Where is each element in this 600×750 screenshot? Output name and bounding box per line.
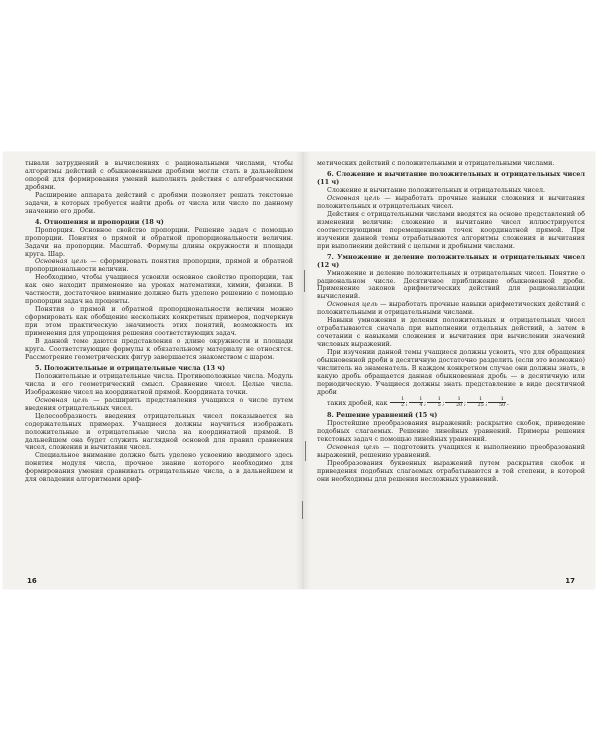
fraction-numerator: 1 — [427, 397, 441, 404]
right-page — [317, 160, 585, 483]
book-gutter — [296, 152, 310, 589]
fraction — [427, 397, 441, 409]
page-number-left: 16 — [27, 577, 37, 585]
fraction — [445, 397, 462, 409]
body-paragraph: метических действий с положительными и отрицательными числами. — [317, 160, 555, 167]
fraction-prefix: таких дробей, как — [327, 399, 388, 407]
margin-mark — [304, 270, 305, 292]
body-paragraph: Понятия о прямой и обратной пропорциональности величин можно сформировать как обобщение нескольких конкретных примеров, подчеркнув при этом практическую значимость этих понятий, возможность их применения для упрощения решения соответствующих задач. — [25, 306, 293, 338]
goal-text: — расширить представления учащихся о числе путем введения отрицательных чисел. — [25, 396, 294, 412]
fraction — [390, 397, 404, 409]
fraction-numerator: 1 — [467, 397, 484, 404]
goal-text: — сформировать понятия пропорции, прямой и обратной пропорциональности величин. — [25, 258, 293, 274]
body-paragraph: Пропорция. Основное свойство пропорции. Решение задач с помощью пропорции. Понятия о прямой и обратной пропорциональности величин. Задачи на пропорции. Масштаб. Формулы длины окружности и площади круга. Шар. — [25, 226, 293, 258]
goal-label: Основная цель — [327, 194, 380, 202]
body-paragraph: Навыки умножения и деления положительных и отрицательных чисел отрабатываются сначала при выполнении отдельных действий, а затем в сочетании с навыками сложения и вычитания при вычислении значений числовых выражений. — [317, 317, 585, 349]
goal-text: — подготовить учащихся к выполнению преобразований выражений, решению уравнений. — [317, 443, 585, 459]
body-paragraph: Расширение аппарата действий с дробями позволяет решать текстовые задачи, в которых требуется найти дробь от числа или число по данному значению его дроби. — [25, 191, 293, 215]
body-paragraph: Положительные и отрицательные числа. Противоположные числа. Модуль числа и его геометрический смысл. Сравнение чисел. Целые числа. Изображение чисел на координатной прямой. Координата точки. — [25, 372, 293, 396]
body-paragraph: При изучении данной темы учащиеся должны усвоить, что для обращения обыкновенной дроби в десятичную достаточно разделить (если это возможно) числитель на знаменатель. В каждом конкретном случае они должны знать, в какую дробь обращается данная обыкновенная дробь — в десятичную или периодическую. Учащиеся должны знать представление в виде десятичной дроби — [317, 349, 585, 396]
fraction-numerator: 1 — [409, 397, 423, 404]
section-heading: 7. Умножение и деление положительных и отрицательных чисел (12 ч) — [317, 252, 585, 269]
goal-label: Основная цель — [35, 396, 89, 404]
section-heading: 5. Положительные и отрицательные числа (13 ч) — [35, 363, 226, 372]
fraction-numerator: 1 — [390, 397, 404, 404]
section-heading: 4. Отношения и пропорции (18 ч) — [35, 217, 164, 226]
section-heading: 6. Сложение и вычитание положительных и отрицательных чисел (11 ч) — [317, 169, 585, 186]
fraction-numerator: 1 — [445, 397, 462, 404]
fraction-examples: таких дробей, как $\frac{1}{2}$ ; $\frac{1}{4}$ ; $\frac{1}{5}$ ; $\frac{1}{20}$ ; $\frac{1}{25}$ ; $\frac{1}{50}$ . — [327, 395, 509, 409]
margin-mark — [302, 501, 303, 519]
fraction — [467, 397, 484, 409]
section-heading: 8. Решение уравнений (15 ч) — [327, 410, 438, 419]
goal-text: — выработать прочные навыки сложения и вычитания положительных и отрицательных чисел. — [317, 194, 585, 210]
fraction-denominator: 2 — [400, 402, 405, 409]
goal-text: — выработать прочные навыки арифметических действий с положительными и отрицательными числами. — [317, 301, 585, 317]
goal-paragraph — [317, 444, 585, 460]
body-paragraph: Действия с отрицательными числами вводятся на основе представлений об изменении величин: сложение и вычитание чисел иллюстрируется соответствующими перемещениями точек координатной прямой. При изучении данной темы отрабатываются алгоритмы сложения и вычитания при выполнении действий с целыми и дробными числами. — [317, 210, 585, 250]
body-paragraph: Целесообразность введения отрицательных чисел показывается на содержательных примерах. Учащиеся должны научиться изображать положительные и отрицательные числа на координатной прямой. В дальнейшем она будет служить наглядной основой для правил сравнения чисел, сложения и вычитания чисел. — [25, 412, 293, 452]
body-paragraph: Преобразования буквенных выражений путем раскрытия скобок и приведения подобных слагаемых отрабатываются в той степени, в которой они необходимы для решения несложных уравнений. — [317, 459, 585, 483]
fraction-numerator: 1 — [488, 397, 505, 404]
fraction — [488, 397, 505, 409]
fraction-denominator: 50 — [498, 402, 506, 409]
goal-label: Основная цель — [35, 258, 87, 266]
book-spread — [3, 152, 595, 589]
goal-paragraph — [25, 397, 293, 413]
goal-label: Основная цель — [327, 443, 380, 451]
fraction-denominator: 25 — [477, 402, 484, 409]
goal-label: Основная цель — [327, 301, 378, 309]
goal-paragraph — [317, 301, 585, 317]
left-page — [25, 160, 293, 484]
fraction-suffix: . — [506, 399, 509, 407]
margin-mark — [305, 441, 306, 461]
fraction-denominator: 20 — [455, 402, 463, 409]
body-paragraph: Умножение и деление положительных и отрицательных чисел. Понятие о рациональном числе. Десятичное приближение обыкновенной дроби. Применение законов арифметических действий для рационализации вычислений. — [317, 269, 585, 301]
fraction-denominator: 4 — [419, 402, 423, 409]
goal-paragraph — [25, 258, 293, 274]
body-paragraph: Специальное внимание должно быть уделено усвоению вводимого здесь понятия модуля числа, прочное знание которого необходимо для формирования умения сравнивать отрицательные числа, а в дальнейшем и для овладения алгоритмами ариф- — [25, 452, 293, 484]
fraction — [409, 397, 423, 409]
goal-paragraph — [317, 195, 585, 211]
body-paragraph: Простейшие преобразования выражений: раскрытие скобок, приведение подобных слагаемых. Решение линейных уравнений. Примеры решения текстовых задач с помощью линейных уравнений. — [317, 419, 585, 443]
fraction-denominator: 5 — [437, 402, 441, 409]
body-paragraph: Сложение и вычитание положительных и отрицательных чисел. — [327, 186, 546, 194]
body-paragraph: тывали затруднений в вычислениях с рациональными числами, чтобы алгоритмы действий с обыкновенными дробями могли стать в дальнейшем опорой для формирования умений выполнять действия с алгебраическими дробями. — [25, 160, 293, 191]
body-paragraph: В данной теме даются представления о длине окружности и площади круга. Соответствующие формулы к обязательному материалу не относятся. Рассмотрение геометрических фигур завершается знакомством с шаром. — [25, 338, 293, 361]
page-number-right: 17 — [565, 577, 575, 585]
body-paragraph: Необходимо, чтобы учащиеся усвоили основное свойство пропорции, так как оно находит применение на уроках математики, химии, физики. В частности, достаточное внимание должно быть уделено решению с помощью пропорции задач на проценты. — [25, 274, 293, 306]
